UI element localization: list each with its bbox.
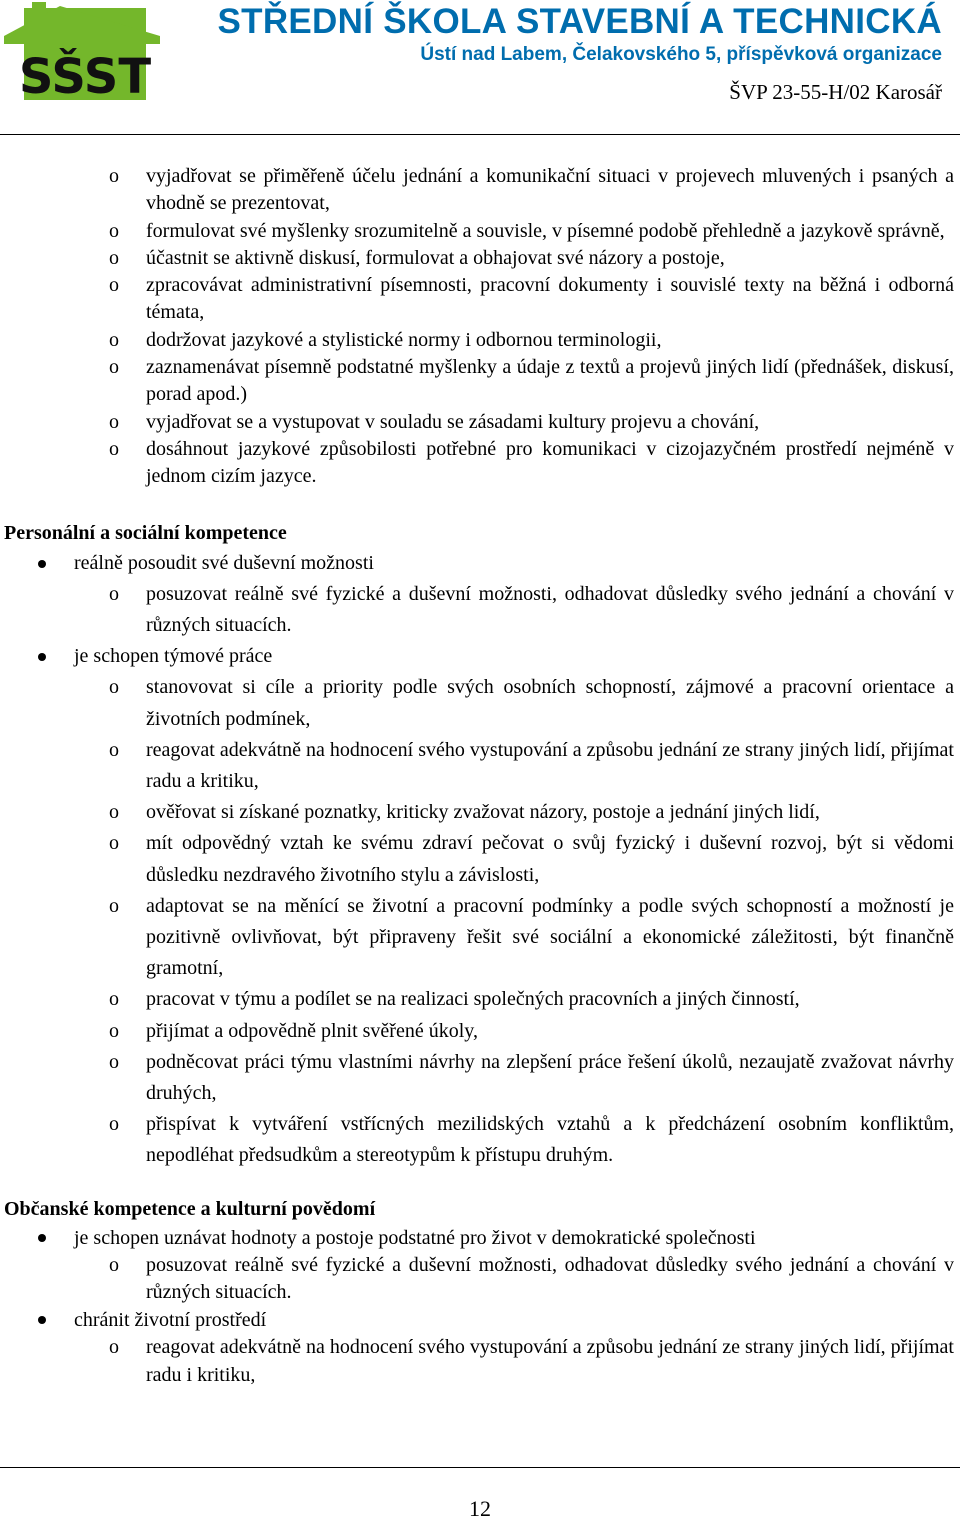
bullet-group bbox=[0, 1224, 960, 1307]
bullet-group bbox=[0, 641, 960, 1171]
sub-list bbox=[74, 672, 960, 1171]
footer-divider bbox=[0, 1467, 960, 1468]
header-divider bbox=[0, 134, 960, 135]
civic-section bbox=[0, 1194, 960, 1389]
communication-list bbox=[0, 163, 960, 491]
list-item: o reagovat adekvátně na hodnocení svého vystupování a způsobu jednání ze strany jiných lidí, přijímat radu a kritiku, bbox=[74, 735, 960, 797]
program-code: ŠVP 23-55-H/02 Karosář bbox=[729, 80, 942, 104]
list-item: o přispívat k vytváření vstřícných mezilidských vztahů a k předcházení osobním konfliktům, nepodléhat předsudkům a stereotypům k přístupu druhým. bbox=[74, 1109, 960, 1171]
bullet-group bbox=[0, 548, 960, 642]
list-item: o vyjadřovat se a vystupovat v souladu se zásadami kultury projevu a chování, bbox=[0, 409, 960, 436]
list-item: o zpracovávat administrativní písemnosti, pracovní dokumenty i souvislé texty na běžná i odborná témata, bbox=[0, 272, 960, 327]
sub-list bbox=[74, 1334, 960, 1389]
sub-list bbox=[74, 1252, 960, 1307]
list-item: o reagovat adekvátně na hodnocení svého vystupování a způsobu jednání ze strany jiných lidí, přijímat radu i kritiku, bbox=[74, 1334, 960, 1389]
list-item: o posuzovat reálně své fyzické a duševní možnosti, odhadovat důsledky svého jednání a chování v různých situacích. bbox=[74, 1252, 960, 1307]
bullet-list bbox=[0, 548, 960, 1172]
list-item: o pracovat v týmu a podílet se na realizaci společných pracovních a jiných činností, bbox=[74, 984, 960, 1015]
bullet-label: reálně posoudit své duševní možnosti bbox=[74, 551, 374, 574]
page-number: 12 bbox=[469, 1496, 491, 1521]
page-header bbox=[0, 0, 960, 136]
list-item: o dodržovat jazykové a stylistické normy i odbornou terminologii, bbox=[0, 327, 960, 354]
school-logo bbox=[2, 2, 160, 102]
list-item: o stanovovat si cíle a priority podle svých osobních schopností, zájmové a pracovní orientace a životních podmínek, bbox=[74, 672, 960, 734]
svg-text:SŠST: SŠST bbox=[18, 49, 152, 102]
list-item: o mít odpovědný vztah ke svému zdraví pečovat o svůj fyzický i duševní rozvoj, být si vědomi důsledku nezdravého životního stylu a závislosti, bbox=[74, 828, 960, 890]
list-item: o přijímat a odpovědně plnit svěřené úkoly, bbox=[74, 1016, 960, 1047]
list-item: o dosáhnout jazykové způsobilosti potřebné pro komunikaci v cizojazyčném prostředí nejméně v jednom cizím jazyce. bbox=[0, 436, 960, 491]
list-item: o adaptovat se na měnící se životní a pracovní podmínky a podle svých schopností a možností je pozitivně ovlivňovat, být připraveny řešit své sociální a ekonomické záležitosti, být finančně gramotní, bbox=[74, 891, 960, 985]
list-item: o účastnit se aktivně diskusí, formulovat a obhajovat své názory a postoje, bbox=[0, 245, 960, 272]
list-item: o zaznamenávat písemně podstatné myšlenky a údaje z textů a projevů jiných lidí (přednášek, diskusí, porad apod.) bbox=[0, 354, 960, 409]
section-heading: Občanské kompetence a kulturní povědomí bbox=[4, 1197, 376, 1220]
sub-list bbox=[74, 579, 960, 641]
school-name: STŘEDNÍ ŠKOLA STAVEBNÍ A TECHNICKÁ bbox=[217, 2, 942, 41]
school-address: Ústí nad Labem, Čelakovského 5, příspěvková organizace bbox=[420, 44, 942, 65]
section-heading: Personální a sociální kompetence bbox=[4, 521, 287, 544]
list-item: o posuzovat reálně své fyzické a duševní možnosti, odhadovat důsledky svého jednání a chování v různých situacích. bbox=[74, 579, 960, 641]
bullet-list bbox=[0, 1224, 960, 1389]
document-body bbox=[0, 163, 960, 1389]
list-item: o formulovat své myšlenky srozumitelně a souvisle, v písemné podobě přehledně a jazykově správně, bbox=[0, 218, 960, 245]
list-item: o podněcovat práci týmu vlastními návrhy na zlepšení práce řešení úkolů, nezaujatě zvažovat návrhy druhých, bbox=[74, 1047, 960, 1109]
list-item: o vyjadřovat se přiměřeně účelu jednání a komunikační situaci v projevech mluvených i psaných a vhodně se prezentovat, bbox=[0, 163, 960, 218]
bullet-label: chránit životní prostředí bbox=[74, 1309, 267, 1332]
list-item: o ověřovat si získané poznatky, kriticky zvažovat názory, postoje a jednání jiných lidí, bbox=[74, 797, 960, 828]
personal-social-section bbox=[0, 518, 960, 1172]
bullet-label: je schopen týmové práce bbox=[74, 645, 273, 668]
bullet-label: je schopen uznávat hodnoty a postoje podstatné pro život v demokratické společnosti bbox=[74, 1226, 756, 1249]
bullet-group bbox=[0, 1306, 960, 1389]
